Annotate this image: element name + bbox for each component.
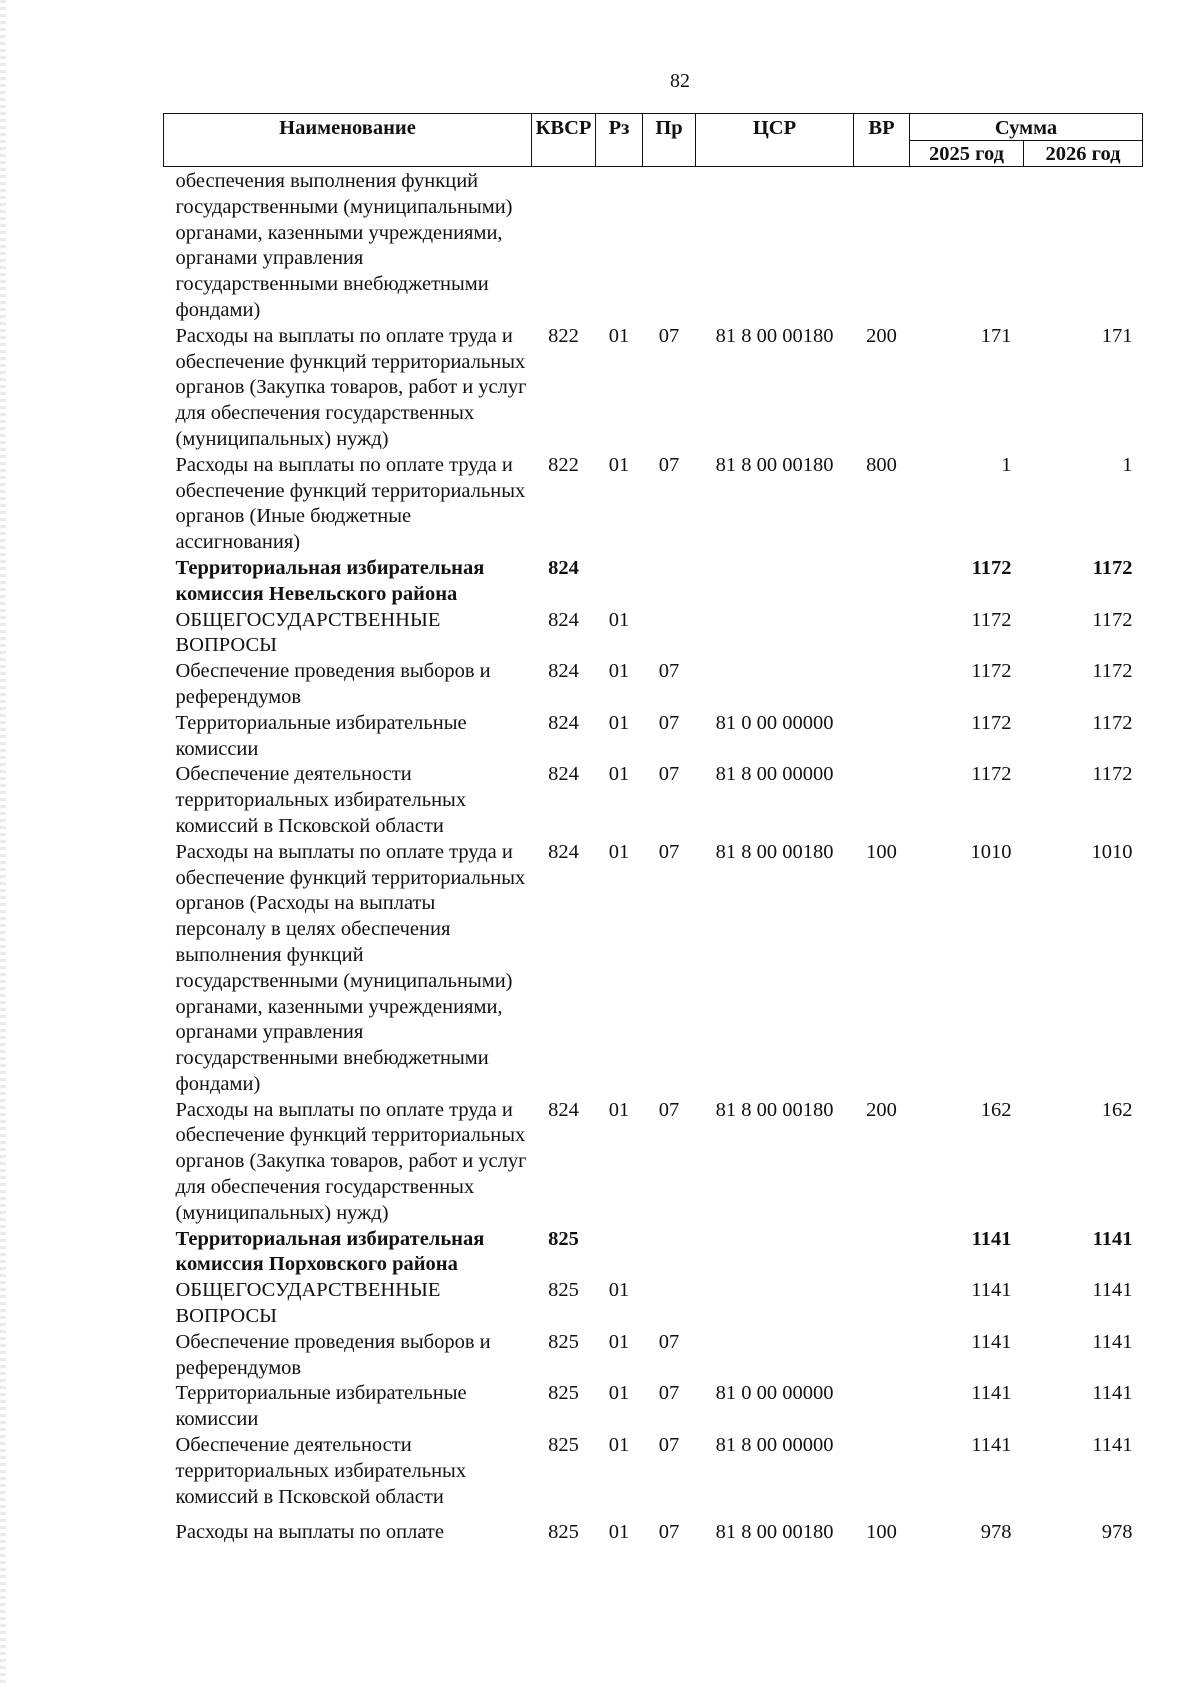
row-csr: 81 8 00 00180 — [715, 1521, 834, 1544]
row-sum-2025: 171 — [980, 324, 1012, 347]
row-sum-2025: 1172 — [971, 660, 1012, 683]
row-name: Обеспечение деятельности территориальных избирательных комиссий в Псковской области — [175, 1434, 467, 1508]
row-csr — [696, 1227, 854, 1279]
row-name: Территориальные избирательные комиссии — [175, 1382, 467, 1431]
row-pr — [643, 608, 696, 660]
row-pr: 07 — [658, 1098, 680, 1121]
row-kvsr: 825 — [548, 1279, 579, 1302]
row-sum-2025: 1 — [1001, 453, 1012, 476]
row-name: обеспечения выполнения функций государственными (муниципальными) органами, казенными учреждениями, органами управления государственными внебюджетными фондами) — [175, 170, 513, 321]
row-vr: 100 — [866, 1521, 897, 1544]
row-vr — [854, 1330, 910, 1382]
row-pr — [643, 1227, 696, 1279]
table-row — [164, 840, 1143, 1098]
row-vr — [854, 1381, 910, 1433]
row-sum-2026: 978 — [1101, 1521, 1133, 1544]
table-row — [164, 1381, 1143, 1433]
row-rz: 01 — [608, 660, 630, 683]
table-row — [164, 556, 1143, 608]
row-csr: 81 8 00 00000 — [715, 763, 834, 786]
row-name: Территориальная избирательная комиссия Порховского района — [175, 1227, 485, 1276]
row-name: Обеспечение проведения выборов и референдумов — [175, 660, 491, 708]
table-row — [164, 1330, 1143, 1382]
table-row — [164, 324, 1143, 453]
row-vr: 200 — [866, 324, 897, 347]
row-name: Территориальная избирательная комиссия Невельского района — [175, 556, 485, 605]
row-kvsr: 824 — [548, 763, 579, 786]
row-rz — [596, 556, 643, 608]
row-sum-2025: 1141 — [971, 1279, 1012, 1302]
row-rz: 01 — [608, 711, 630, 734]
row-csr — [696, 1330, 854, 1382]
row-kvsr — [532, 167, 596, 324]
row-rz: 01 — [608, 1382, 630, 1405]
row-vr — [854, 1227, 910, 1279]
table-row — [164, 1227, 1143, 1279]
row-sum-2026: 1172 — [1092, 763, 1133, 786]
header-vr: ВР — [854, 114, 910, 167]
row-sum-2025: 978 — [980, 1521, 1012, 1544]
row-pr: 07 — [658, 660, 680, 683]
row-pr: 07 — [658, 840, 680, 863]
row-kvsr: 822 — [548, 453, 579, 476]
scan-edge — [0, 0, 6, 1686]
row-sum-2026: 1010 — [1091, 840, 1133, 863]
row-kvsr: 824 — [548, 556, 579, 579]
row-sum-2026: 1141 — [1092, 1279, 1133, 1302]
row-rz: 01 — [608, 453, 630, 476]
table-row — [164, 659, 1143, 711]
row-sum-2026: 1172 — [1092, 608, 1133, 631]
row-rz: 01 — [608, 324, 630, 347]
page-number: 82 — [670, 70, 690, 92]
table-row — [164, 453, 1143, 556]
row-sum-2026: 1141 — [1092, 1434, 1133, 1457]
row-vr: 800 — [866, 453, 897, 476]
row-kvsr: 825 — [548, 1434, 579, 1457]
row-pr — [643, 167, 696, 324]
row-vr — [854, 1433, 910, 1510]
row-name: Расходы на выплаты по оплате — [175, 1521, 444, 1544]
row-pr: 07 — [658, 1382, 680, 1405]
header-sum: Сумма — [910, 114, 1143, 141]
row-rz: 01 — [608, 1521, 630, 1544]
row-pr: 07 — [658, 1434, 680, 1457]
row-vr — [854, 659, 910, 711]
row-csr: 81 8 00 00180 — [715, 840, 834, 863]
table-row — [164, 167, 1143, 324]
row-sum-2025: 1141 — [971, 1330, 1012, 1353]
row-sum-2025: 1172 — [971, 711, 1012, 734]
row-name: Расходы на выплаты по оплате труда и обеспечение функций территориальных органов (Закупка товаров, работ и услуг для обеспечения государственных (муниципальных) нужд) — [175, 324, 527, 450]
row-csr — [696, 659, 854, 711]
row-rz: 01 — [608, 1098, 630, 1121]
row-csr — [696, 556, 854, 608]
row-name: Обеспечение проведения выборов и референдумов — [175, 1330, 491, 1379]
row-kvsr: 824 — [548, 608, 579, 631]
row-kvsr: 822 — [548, 324, 579, 347]
row-sum-2025: 1141 — [971, 1382, 1012, 1405]
table-row — [164, 1278, 1143, 1330]
row-pr: 07 — [658, 711, 680, 734]
row-sum-2026: 1 — [1122, 453, 1133, 476]
row-name: ОБЩЕГОСУДАРСТВЕННЫЕ ВОПРОСЫ — [175, 1279, 441, 1328]
table-row — [164, 608, 1143, 660]
header-csr: ЦСР — [696, 114, 854, 167]
row-sum-2025 — [910, 167, 1024, 324]
row-rz: 01 — [608, 608, 630, 631]
table-row — [164, 1433, 1143, 1510]
row-pr: 07 — [658, 1330, 680, 1353]
row-kvsr: 825 — [548, 1382, 579, 1405]
row-vr: 200 — [866, 1098, 897, 1121]
row-sum-2026: 1172 — [1092, 711, 1133, 734]
row-csr: 81 8 00 00000 — [715, 1434, 834, 1457]
row-pr: 07 — [658, 763, 680, 786]
table-header — [164, 114, 1143, 167]
row-pr: 07 — [658, 1521, 680, 1544]
row-vr: 100 — [866, 840, 897, 863]
row-pr: 07 — [658, 453, 680, 476]
header-year-2026: 2026 год — [1024, 141, 1143, 167]
row-csr: 81 0 00 00000 — [715, 1382, 834, 1405]
row-vr — [854, 1278, 910, 1330]
header-pr: Пр — [643, 114, 696, 167]
row-kvsr: 824 — [548, 1098, 579, 1121]
row-kvsr: 825 — [548, 1227, 579, 1250]
row-rz: 01 — [608, 1330, 630, 1353]
row-csr — [696, 1278, 854, 1330]
budget-table — [163, 113, 1143, 1546]
table-row — [164, 1510, 1143, 1546]
row-kvsr: 824 — [548, 840, 579, 863]
row-name: Расходы на выплаты по оплате труда и обеспечение функций территориальных органов (Расходы на выплаты персоналу в целях обеспечения выполнения функций государственными (муниципальными) органами, казенными учреждениями, органами управления государственными внебюджетными фондами) — [175, 840, 526, 1095]
row-sum-2026: 1172 — [1092, 556, 1133, 579]
header-kvsr: КВСР — [532, 114, 596, 167]
row-sum-2026: 1141 — [1092, 1382, 1133, 1405]
header-name: Наименование — [164, 114, 532, 167]
row-sum-2025: 1010 — [970, 840, 1012, 863]
row-kvsr: 824 — [548, 660, 579, 683]
row-name: Расходы на выплаты по оплате труда и обеспечение функций территориальных органов (Иные бюджетные ассигнования) — [175, 453, 526, 554]
row-sum-2026: 1141 — [1092, 1330, 1133, 1353]
row-vr — [854, 556, 910, 608]
row-vr — [854, 608, 910, 660]
table-body — [164, 167, 1143, 1547]
row-sum-2025: 1172 — [971, 556, 1012, 579]
row-rz: 01 — [608, 763, 630, 786]
row-rz — [596, 1227, 643, 1279]
budget-table-container — [163, 113, 1142, 1546]
row-sum-2026: 171 — [1101, 324, 1133, 347]
row-sum-2025: 162 — [980, 1098, 1012, 1121]
table-row — [164, 711, 1143, 763]
row-csr — [696, 608, 854, 660]
row-name: Расходы на выплаты по оплате труда и обеспечение функций территориальных органов (Закупка товаров, работ и услуг для обеспечения государственных (муниципальных) нужд) — [175, 1098, 527, 1224]
row-name: ОБЩЕГОСУДАРСТВЕННЫЕ ВОПРОСЫ — [175, 608, 441, 657]
row-sum-2026: 1172 — [1092, 660, 1133, 683]
row-vr — [854, 711, 910, 763]
row-rz: 01 — [608, 840, 630, 863]
row-pr — [643, 556, 696, 608]
row-sum-2025: 1141 — [971, 1434, 1012, 1457]
row-kvsr: 825 — [548, 1330, 579, 1353]
row-vr — [854, 762, 910, 839]
table-row — [164, 762, 1143, 839]
row-sum-2026: 162 — [1101, 1098, 1133, 1121]
row-sum-2026: 1141 — [1092, 1227, 1133, 1250]
row-sum-2025: 1141 — [971, 1227, 1012, 1250]
row-sum-2026 — [1024, 167, 1143, 324]
row-name: Обеспечение деятельности территориальных избирательных комиссий в Псковской области — [175, 763, 467, 837]
header-year-2025: 2025 год — [910, 141, 1024, 167]
row-name: Территориальные избирательные комиссии — [175, 711, 467, 760]
row-vr — [854, 167, 910, 324]
row-csr: 81 8 00 00180 — [715, 453, 834, 476]
row-sum-2025: 1172 — [971, 763, 1012, 786]
row-pr: 07 — [658, 324, 680, 347]
row-kvsr: 825 — [548, 1521, 579, 1544]
table-row — [164, 1098, 1143, 1227]
row-csr: 81 8 00 00180 — [715, 1098, 834, 1121]
row-csr: 81 0 00 00000 — [715, 711, 834, 734]
row-pr — [643, 1278, 696, 1330]
row-rz: 01 — [608, 1279, 630, 1302]
row-csr: 81 8 00 00180 — [715, 324, 834, 347]
header-rz: Рз — [596, 114, 643, 167]
row-kvsr: 824 — [548, 711, 579, 734]
row-sum-2025: 1172 — [971, 608, 1012, 631]
row-csr — [696, 167, 854, 324]
row-rz: 01 — [608, 1434, 630, 1457]
row-rz — [596, 167, 643, 324]
